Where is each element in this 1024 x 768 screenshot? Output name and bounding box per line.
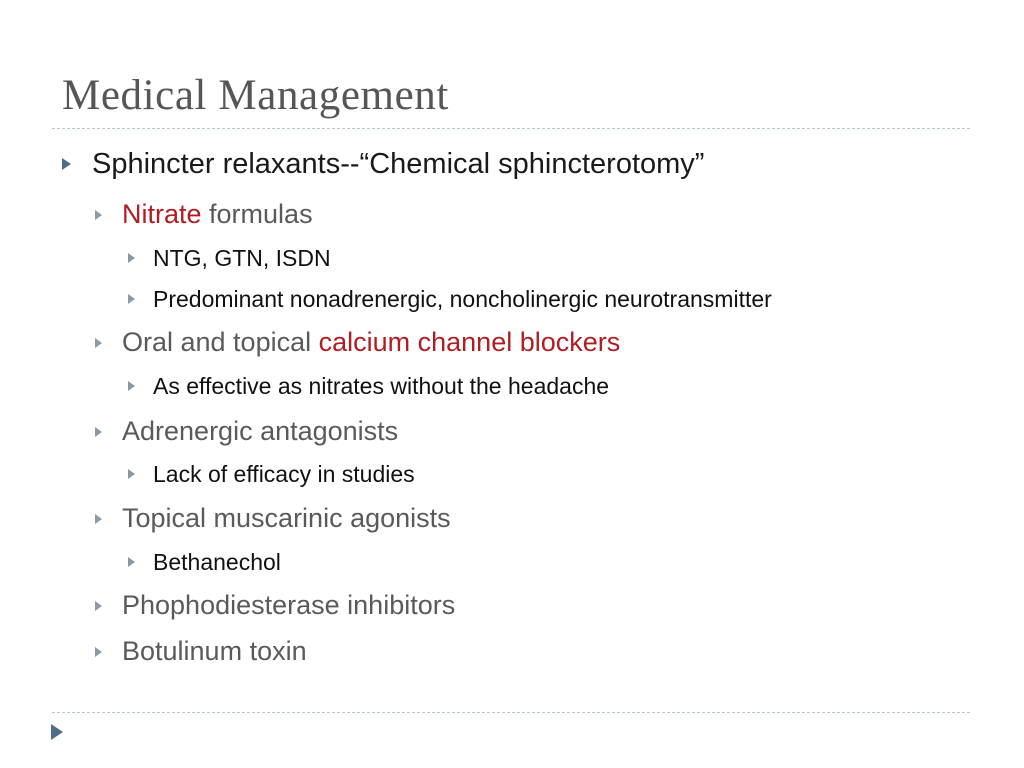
bullet-text: Lack of efficacy in studies [153, 461, 415, 487]
bullet-text: Botulinum toxin [122, 636, 307, 666]
bullet-text: Adrenergic antagonists [122, 416, 399, 446]
triangle-bullet-icon [128, 381, 135, 391]
bullet-text [122, 325, 620, 359]
bullet-text: Bethanechol [153, 549, 281, 575]
slide-title: Medical Management [62, 72, 449, 119]
triangle-bullet-icon [128, 253, 135, 263]
triangle-bullet-icon [62, 158, 71, 170]
highlight-ccb: calcium channel blockers [318, 327, 621, 357]
triangle-bullet-icon [128, 469, 135, 479]
triangle-bullet-icon [95, 514, 102, 524]
bullet-text [122, 197, 313, 231]
footer-divider [52, 712, 970, 713]
triangle-bullet-icon [95, 601, 102, 611]
bullet-text: Phophodiesterase inhibitors [122, 590, 456, 620]
triangle-bullet-icon [128, 294, 135, 304]
highlight-nitrate: Nitrate [122, 199, 202, 229]
triangle-bullet-icon [95, 647, 102, 657]
triangle-bullet-icon [95, 210, 102, 220]
bullet-text: Sphincter relaxants--“Chemical sphincterotomy” [92, 148, 705, 180]
triangle-bullet-icon [128, 557, 135, 567]
corner-arrow-icon [51, 724, 63, 740]
bullet-text: As effective as nitrates without the headache [153, 373, 610, 399]
triangle-bullet-icon [95, 427, 102, 437]
bullet-text: Predominant nonadrenergic, noncholinergic neurotransmitter [153, 286, 772, 312]
nitrate-rest: formulas [201, 199, 313, 229]
ccb-prefix: Oral and topical [122, 327, 319, 357]
bullet-text: NTG, GTN, ISDN [153, 245, 331, 271]
triangle-bullet-icon [95, 338, 102, 348]
bullet-text: Topical muscarinic agonists [122, 503, 451, 533]
